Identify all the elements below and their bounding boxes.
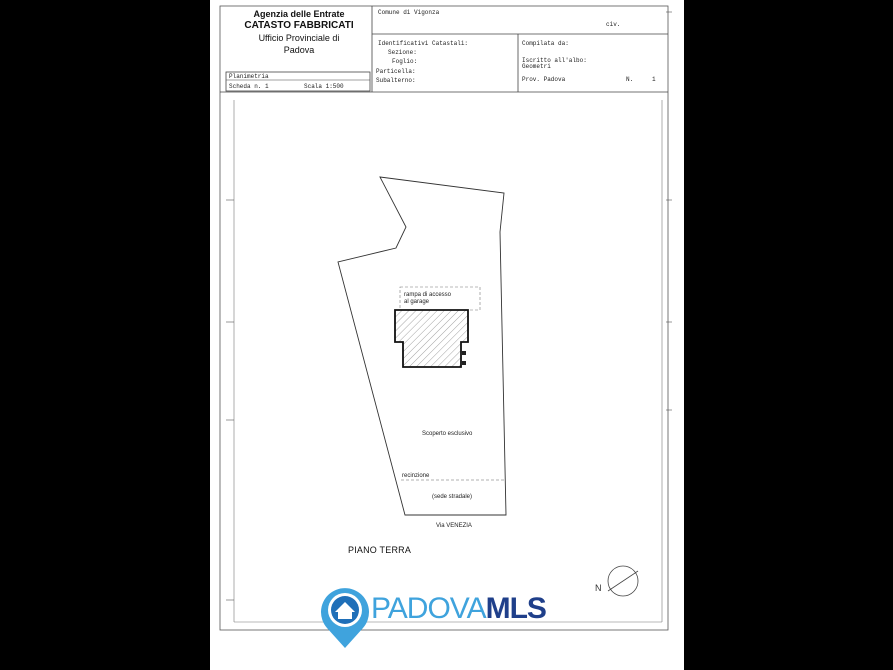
subalterno-label: Subalterno: <box>376 77 416 84</box>
comune-field: Comune di Vigonza <box>378 9 440 16</box>
building-footprint <box>395 310 468 367</box>
numero-label: N. <box>626 76 634 83</box>
foglio-label: Foglio: <box>392 58 418 65</box>
iscritto-label: Iscritto all'albo: <box>522 57 587 64</box>
house-pin-icon <box>313 578 377 650</box>
scheda-label: Scheda n. 1 <box>229 83 269 90</box>
planimetria-label: Planimetria <box>229 73 269 80</box>
prov-label: Prov. Padova <box>522 76 566 83</box>
particella-label: Particella: <box>376 68 416 75</box>
scoperto-label: Scoperto esclusivo <box>422 431 473 437</box>
office-name: Ufficio Provinciale di <box>258 33 340 43</box>
identificativi-label: Identificativi Catastali: <box>378 40 469 47</box>
ramp-label-line2: al garage <box>404 299 430 305</box>
numero-value: 1 <box>652 76 656 83</box>
floor-label: PIANO TERRA <box>348 545 412 555</box>
street-label: Via VENEZIA <box>436 523 472 529</box>
geometri-label: Geometri <box>522 63 551 70</box>
scala-label: Scala 1:500 <box>304 83 344 90</box>
north-label: N <box>595 583 602 593</box>
catasto-title: CATASTO FABBRICATI <box>244 20 354 31</box>
sezione-label: Sezione: <box>388 49 417 56</box>
padovamls-watermark <box>313 578 583 650</box>
logo-text-light: PADOVA <box>371 592 486 625</box>
floor-plan-drawing <box>210 0 684 670</box>
ramp-label-line1: rampa di accesso <box>404 292 452 298</box>
cadastral-sheet <box>210 0 684 670</box>
recinzione-label: recinzione <box>402 473 430 479</box>
office-city: Padova <box>283 45 315 55</box>
agency-name: Agenzia delle Entrate <box>253 9 345 19</box>
sede-stradale-label: (sede stradale) <box>432 494 473 500</box>
compilata-label: Compilata da: <box>522 40 569 47</box>
logo-text-bold: MLS <box>485 592 546 625</box>
civ-field: civ. <box>606 21 621 28</box>
